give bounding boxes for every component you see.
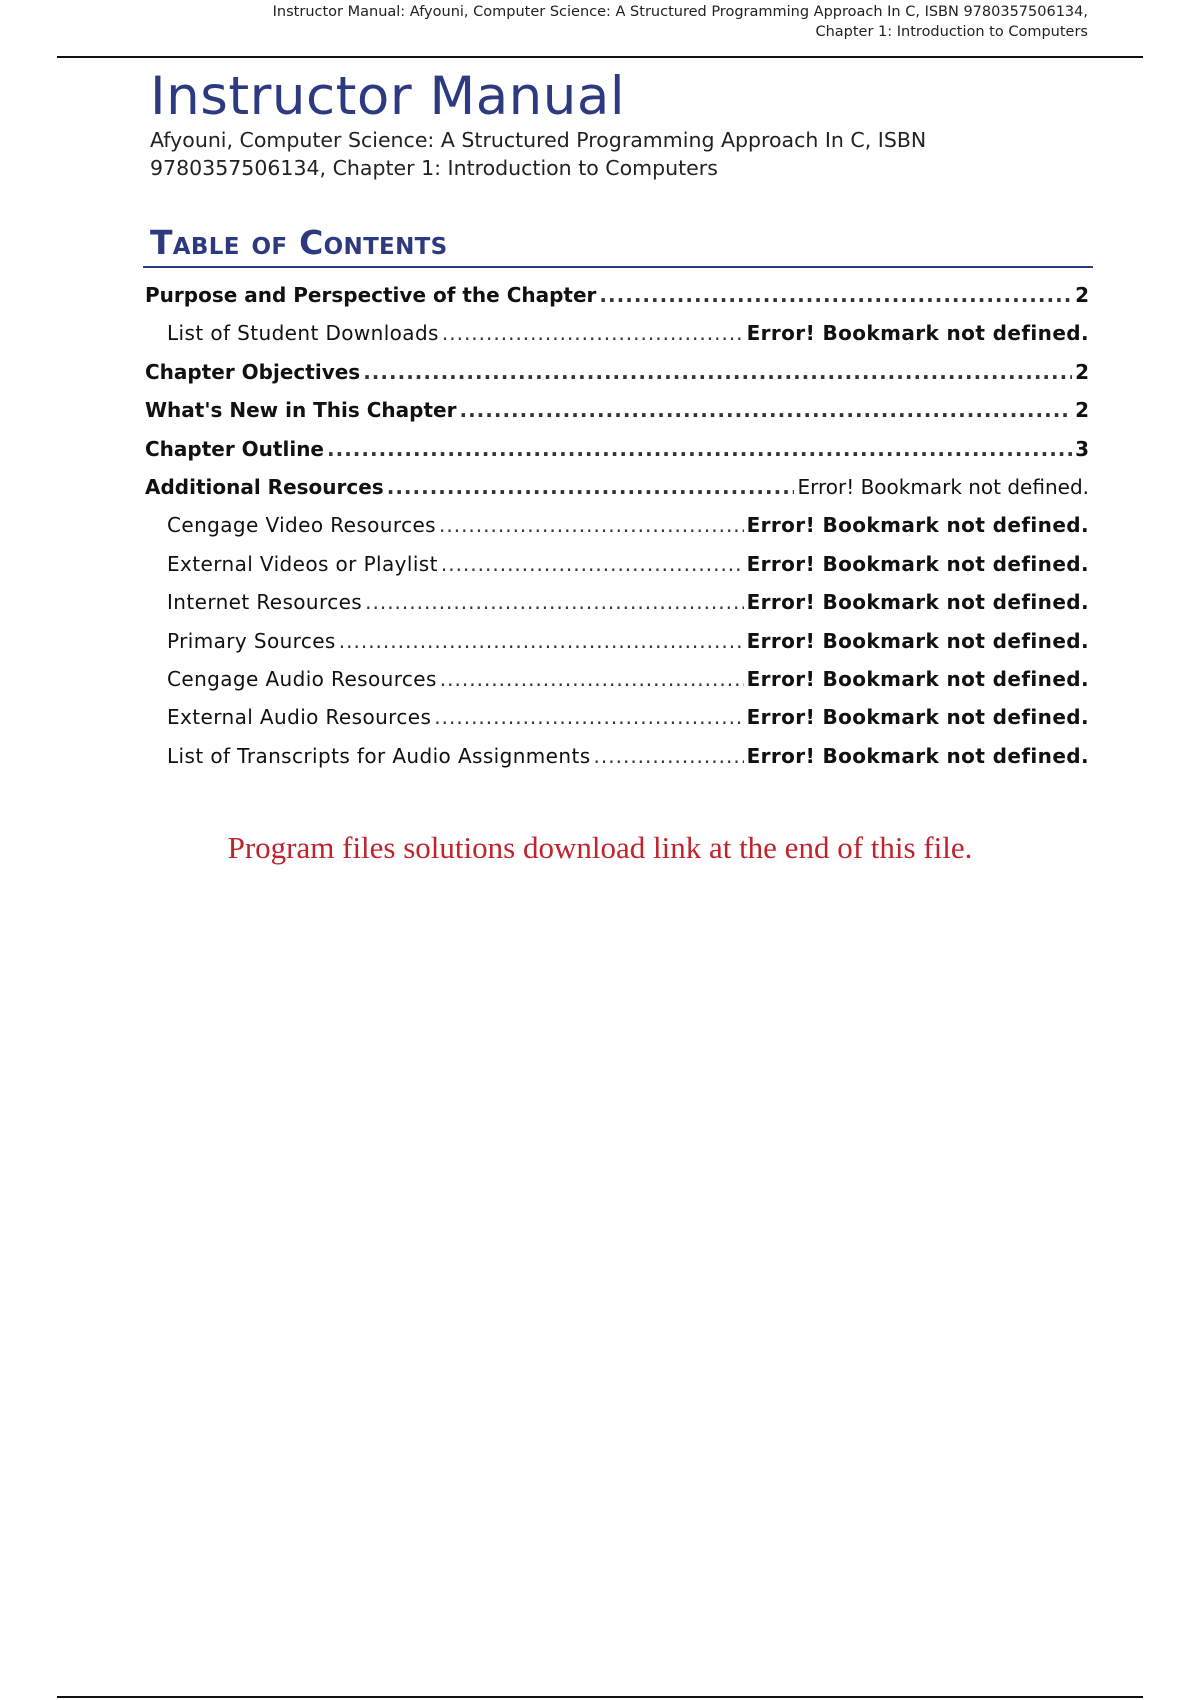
toc-dot-leader bbox=[339, 622, 744, 660]
toc-entry-purpose-and-perspective[interactable] bbox=[145, 276, 1089, 314]
toc-entry-title: Primary Sources bbox=[167, 628, 336, 653]
toc-entry-external-videos-or-playlist[interactable] bbox=[145, 545, 1089, 583]
toc-entry-cengage-video-resources[interactable] bbox=[145, 506, 1089, 544]
toc-entry-title: Internet Resources bbox=[167, 590, 363, 615]
toc-entry-title: Cengage Audio Resources bbox=[167, 666, 437, 691]
table-of-contents bbox=[145, 276, 1089, 775]
document-subtitle: Afyouni, Computer Science: A Structured Programming Approach In C, ISBN 9780357506134, Chapter 1: Introduction to Computers bbox=[150, 128, 927, 180]
toc-entry-additional-resources[interactable] bbox=[145, 468, 1089, 506]
toc-entry-page: Error! Bookmark not defined. bbox=[746, 628, 1089, 653]
toc-entry-whats-new[interactable] bbox=[145, 391, 1089, 429]
toc-entry-page: 3 bbox=[1075, 436, 1089, 461]
toc-dot-leader bbox=[365, 583, 743, 621]
toc-entry-title: Chapter Objectives bbox=[145, 359, 361, 384]
toc-dot-leader bbox=[327, 430, 1072, 468]
toc-entry-page: Error! Bookmark not defined. bbox=[746, 743, 1089, 768]
toc-dot-leader bbox=[387, 468, 795, 506]
download-link-note: Program files solutions download link at the end of this file. bbox=[227, 830, 973, 865]
toc-entry-title: External Videos or Playlist bbox=[167, 551, 438, 576]
toc-entry-page: Error! Bookmark not defined. bbox=[746, 705, 1089, 730]
toc-entry-cengage-audio-resources[interactable] bbox=[145, 660, 1089, 698]
document-title: Instructor Manual bbox=[150, 66, 626, 127]
toc-entry-page: Error! Bookmark not defined. bbox=[746, 321, 1089, 346]
toc-entry-primary-sources[interactable] bbox=[145, 622, 1089, 660]
running-header-line-2: Chapter 1: Introduction to Computers bbox=[815, 24, 1088, 40]
toc-entry-page: Error! Bookmark not defined. bbox=[746, 590, 1089, 615]
toc-entry-chapter-objectives[interactable] bbox=[145, 353, 1089, 391]
toc-dot-leader bbox=[434, 698, 743, 736]
toc-dot-leader bbox=[441, 545, 744, 583]
toc-entry-internet-resources[interactable] bbox=[145, 583, 1089, 621]
toc-entry-title: External Audio Resources bbox=[167, 705, 432, 730]
toc-entry-list-of-student-downloads[interactable] bbox=[145, 314, 1089, 352]
toc-entry-title: Purpose and Perspective of the Chapter bbox=[145, 283, 597, 307]
toc-dot-leader bbox=[363, 353, 1072, 391]
toc-dot-leader bbox=[594, 737, 744, 775]
toc-entry-title: List of Transcripts for Audio Assignments bbox=[167, 743, 591, 768]
toc-dot-leader bbox=[440, 660, 744, 698]
toc-divider bbox=[143, 266, 1093, 268]
toc-entry-page: Error! Bookmark not defined. bbox=[746, 666, 1089, 691]
toc-dot-leader bbox=[459, 391, 1072, 429]
header-divider bbox=[57, 56, 1143, 58]
toc-entry-external-audio-resources[interactable] bbox=[145, 698, 1089, 736]
toc-entry-title: Cengage Video Resources bbox=[167, 513, 436, 538]
toc-heading: Table of Contents bbox=[150, 223, 448, 262]
toc-entry-title: Additional Resources bbox=[145, 474, 384, 499]
toc-entry-title: What's New in This Chapter bbox=[145, 398, 457, 423]
toc-entry-list-of-transcripts[interactable] bbox=[145, 737, 1089, 775]
toc-entry-page: 2 bbox=[1075, 398, 1089, 423]
running-header-line-1: Instructor Manual: Afyouni, Computer Science: A Structured Programming Approach In C, ISBN 9780357506134, bbox=[272, 4, 1088, 20]
toc-entry-page: Error! Bookmark not defined. bbox=[746, 513, 1089, 538]
toc-dot-leader bbox=[599, 276, 1072, 314]
toc-entry-page: 2 bbox=[1075, 283, 1089, 307]
toc-dot-leader bbox=[439, 506, 744, 544]
running-header bbox=[88, 2, 1088, 42]
toc-entry-chapter-outline[interactable] bbox=[145, 430, 1089, 468]
toc-entry-title: List of Student Downloads bbox=[167, 321, 439, 346]
toc-entry-page: 2 bbox=[1075, 359, 1089, 384]
toc-entry-title: Chapter Outline bbox=[145, 436, 324, 461]
toc-entry-page: Error! Bookmark not defined. bbox=[746, 551, 1089, 576]
footer-divider bbox=[57, 1696, 1143, 1698]
toc-dot-leader bbox=[442, 314, 744, 352]
toc-entry-page: Error! Bookmark not defined. bbox=[797, 474, 1089, 499]
